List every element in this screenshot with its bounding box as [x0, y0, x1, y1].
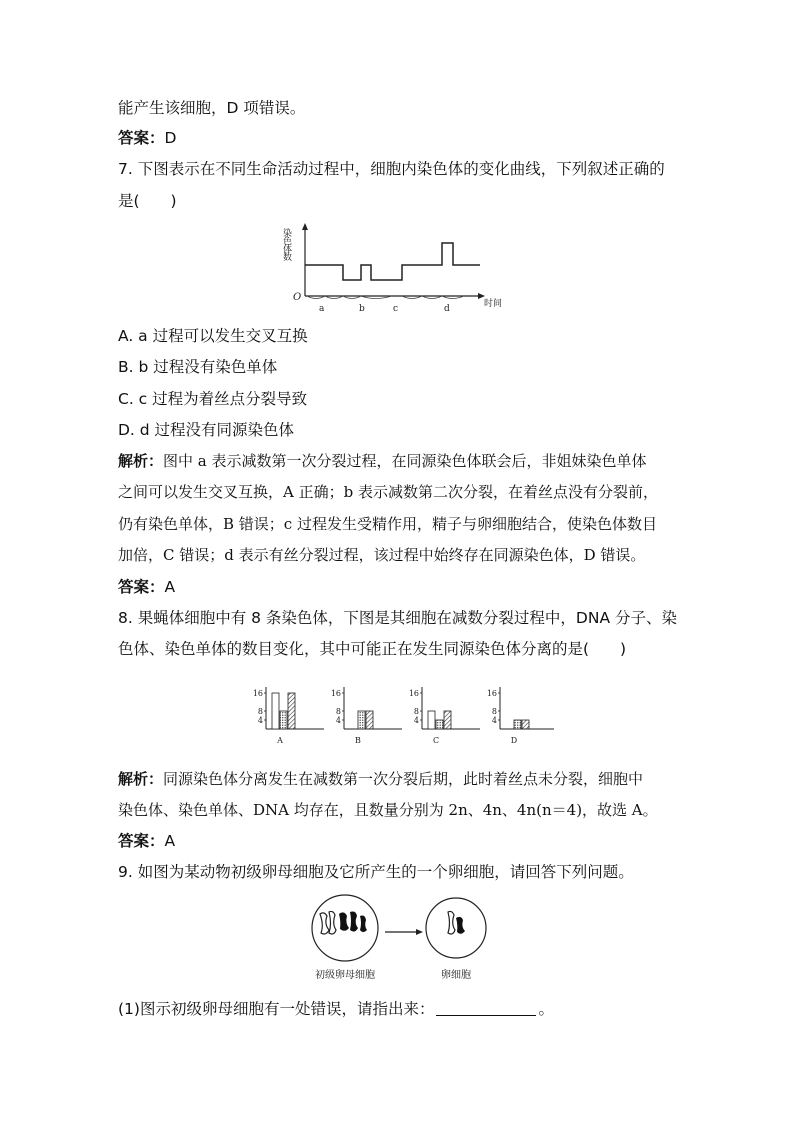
bar — [514, 720, 521, 729]
egg-cell-circle — [426, 898, 486, 958]
group-label: A — [277, 736, 283, 745]
question-8-line-2: 色体、染色单体的数目变化，其中可能正在发生同源染色体分离的是( ) — [118, 640, 627, 658]
group-label: B — [355, 736, 361, 745]
figure-7-chromosome-curve — [280, 222, 520, 314]
bar — [444, 711, 451, 729]
chromosome-outline — [329, 911, 336, 934]
figure-9-left-caption: 初级卵母细胞 — [315, 970, 375, 981]
answer-line — [118, 831, 175, 851]
tick-label: 8 — [413, 707, 419, 716]
answer-value: A — [164, 832, 176, 850]
segment-label-d: d — [444, 304, 450, 314]
chromosome-filled — [339, 912, 349, 930]
segment-label-b: b — [359, 304, 365, 314]
group-label: D — [510, 736, 518, 745]
segment-label-c: c — [393, 304, 399, 314]
bar — [288, 693, 295, 729]
option-A: A. a 过程可以发生交叉互换 — [118, 327, 308, 345]
figure-8-bar-charts — [244, 684, 554, 754]
question-9-line-2: (1)图示初级卵母细胞有一处错误，请指出来： 。 — [118, 1000, 554, 1018]
tick-label: 4 — [257, 716, 263, 725]
option-D: D. d 过程没有同源染色体 — [118, 421, 295, 439]
tick-label: 4 — [335, 716, 341, 725]
bar — [428, 711, 435, 729]
chromosome-filled — [456, 917, 465, 934]
tick-label: 16 — [486, 689, 497, 698]
bar — [522, 720, 529, 729]
tick-label: 16 — [252, 689, 263, 698]
chromosome-filled — [350, 912, 358, 932]
segment-label-a: a — [319, 304, 325, 314]
answer-blank[interactable] — [436, 1001, 536, 1016]
option-B: B. b 过程没有染色单体 — [118, 358, 278, 376]
question-8-line-1: 8. 果蝇体细胞中有 8 条染色体，下图是其细胞在减数分裂过程中，DNA 分子、染 — [118, 609, 677, 627]
explanation-8-line-1: 解析：同源染色体分离发生在减数第一次分裂后期，此时着丝点未分裂，细胞中 — [118, 770, 644, 788]
explanation-label: 解析： — [118, 452, 164, 470]
tick-label: 8 — [257, 707, 263, 716]
chromosome-outline — [320, 913, 329, 934]
bar — [272, 693, 279, 729]
answer-label: 答案： — [118, 578, 165, 596]
tick-label: 8 — [491, 707, 497, 716]
answer-value: D — [164, 129, 177, 147]
answer-label: 答案： — [118, 832, 165, 850]
chromosome-filled — [360, 916, 367, 933]
figure-9-oocyte-diagram — [300, 892, 500, 986]
bar — [280, 711, 287, 729]
figure-7-ylabel: 染色体数 — [281, 228, 291, 260]
answer-label: 答案： — [118, 129, 165, 147]
tick-label: 16 — [330, 689, 341, 698]
bar — [366, 711, 373, 729]
option-C: C. c 过程为着丝点分裂导致 — [118, 390, 308, 408]
figure-7-xlabel: 时间 — [484, 299, 503, 309]
question-7-line-1: 7. 下图表示在不同生命活动过程中，细胞内染色体的变化曲线，下列叙述正确的 — [118, 160, 665, 178]
text-line: 能产生该细胞，D 项错误。 — [118, 99, 306, 117]
tick-label: 4 — [413, 716, 419, 725]
answer-value: A — [164, 578, 176, 596]
tick-label: 16 — [408, 689, 419, 698]
figure-7-origin: O — [293, 292, 302, 303]
explanation-7-line-1: 解析：图中 a 表示减数第一次分裂过程，在同源染色体联会后，非姐妹染色单体 — [118, 452, 647, 470]
explanation-7-line-3: 仍有染色单体，B 错误；c 过程发生受精作用，精子与卵细胞结合，使染色体数目 — [118, 515, 657, 533]
explanation-label: 解析： — [118, 770, 164, 788]
explanation-7-line-4: 加倍，C 错误；d 表示有丝分裂过程，该过程中始终存在同源染色体，D 错误。 — [118, 546, 646, 564]
question-9-line-1: 9. 如图为某动物初级卵母细胞及它所产生的一个卵细胞，请回答下列问题。 — [118, 863, 634, 881]
explanation-7-line-2: 之间可以发生交叉互换，A 正确；b 表示减数第二次分裂，在着丝点没有分裂前， — [118, 483, 658, 501]
figure-9-right-caption: 卵细胞 — [441, 970, 471, 981]
group-label: C — [432, 736, 440, 745]
answer-line — [118, 577, 175, 597]
explanation-8-line-2: 染色体、染色单体、DNA 均存在，且数量分别为 2n、4n、4n(n＝4)，故选 A。 — [118, 801, 658, 819]
answer-line — [118, 128, 176, 148]
question-7-line-2: 是( ) — [118, 192, 177, 210]
bar — [436, 720, 443, 729]
tick-label: 4 — [491, 716, 497, 725]
tick-label: 8 — [335, 707, 341, 716]
bar — [358, 711, 365, 729]
chromosome-outline — [448, 911, 455, 934]
